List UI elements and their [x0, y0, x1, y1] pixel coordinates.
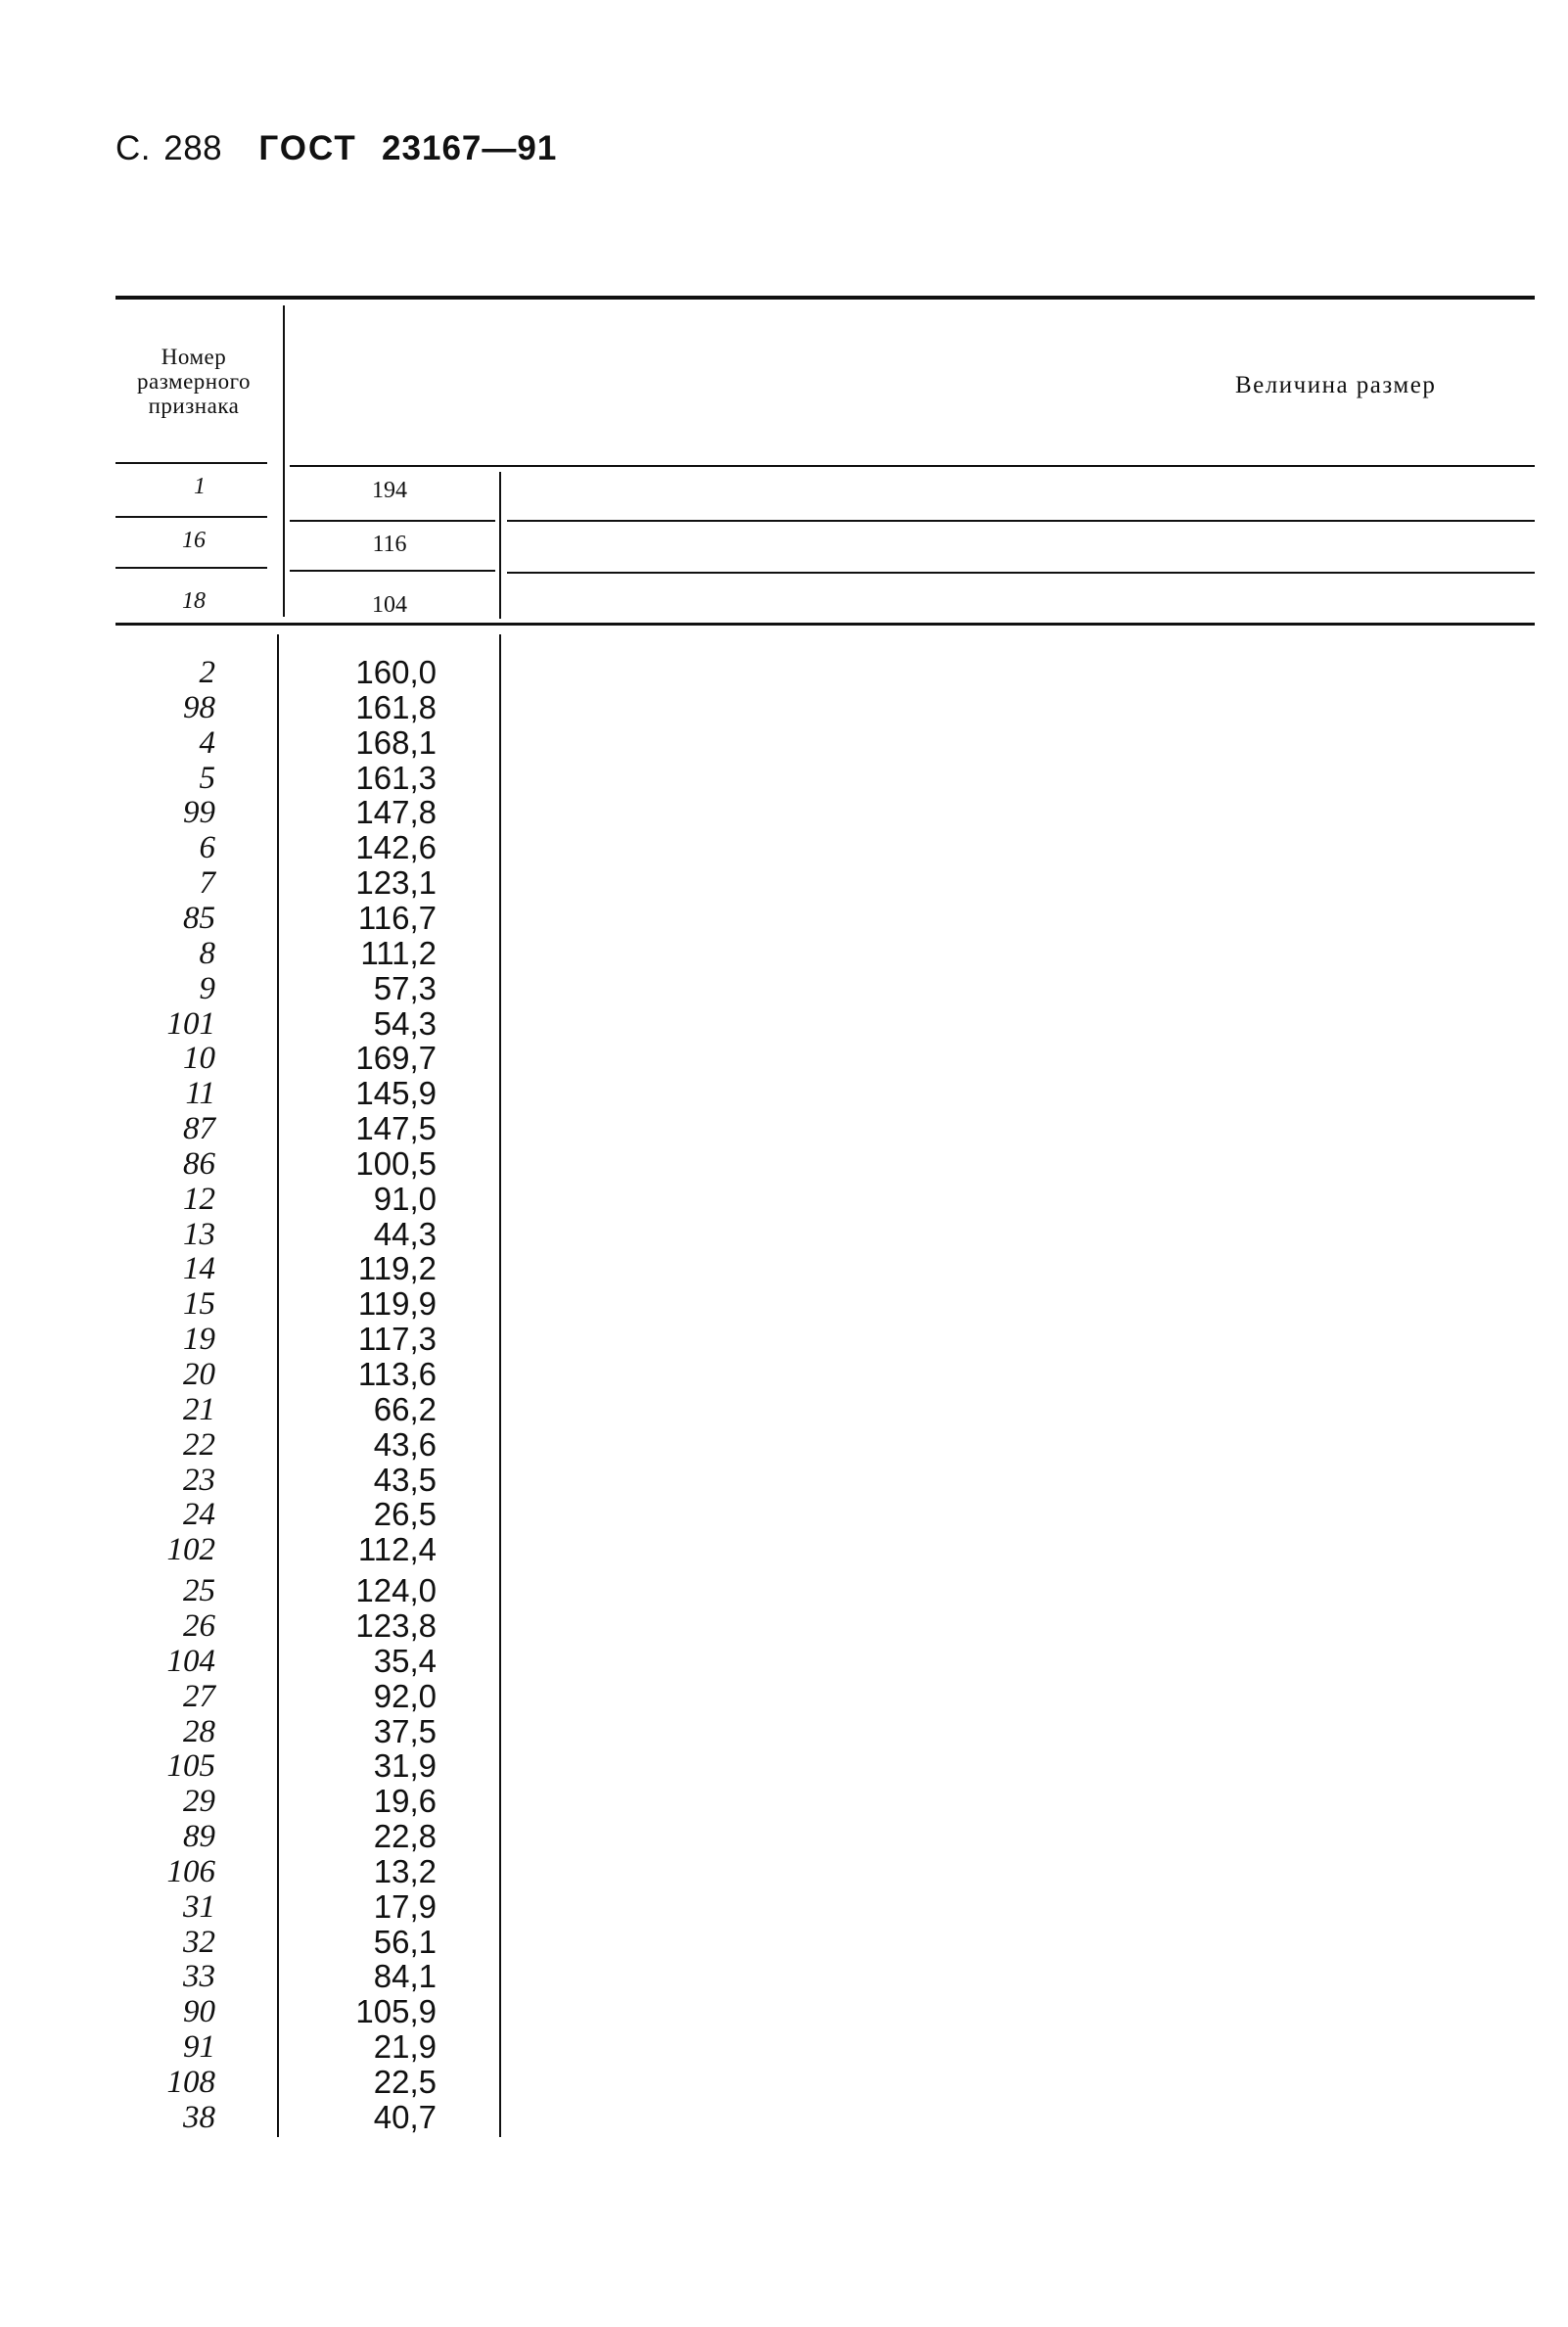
value-header-rule: [290, 465, 1535, 467]
table-row-id: 4: [199, 724, 215, 761]
table-row-id: 106: [166, 1853, 215, 1889]
table-row-id: 29: [183, 1784, 215, 1820]
table-row-value: 142,6: [355, 829, 437, 866]
table-row-value: 84,1: [373, 1958, 437, 1995]
table-row-id: 26: [183, 1607, 215, 1644]
table-row-value: 111,2: [360, 934, 437, 971]
table-row-id: 15: [183, 1286, 215, 1323]
table-row-value: 13,2: [373, 1852, 437, 1889]
data-right-divider: [499, 634, 501, 2137]
table-row-id: 24: [183, 1497, 215, 1533]
table-row-id: 12: [183, 1181, 215, 1217]
top-row-id: 18: [182, 588, 206, 614]
top-row-value: 194: [372, 478, 407, 503]
table-row-id: 85: [183, 900, 215, 936]
table-row-id: 86: [183, 1145, 215, 1182]
table-row-value: 57,3: [373, 969, 437, 1006]
top-rows-mid-rule: [290, 520, 495, 522]
table-row-value: 44,3: [373, 1215, 437, 1252]
top-row-id: 16: [182, 528, 206, 553]
top-rows-right-rule: [507, 520, 1535, 522]
table-row-value: 116,7: [357, 899, 437, 936]
table-row-value: 21,9: [373, 2028, 437, 2066]
column-header-feature-number: Номер размерного признака: [137, 345, 251, 418]
table-row-id: 13: [183, 1216, 215, 1252]
table-row-id: 102: [166, 1532, 215, 1568]
top-row-value: 104: [372, 592, 407, 618]
table-row-value: 160,0: [355, 654, 437, 690]
top-rows-divider: [499, 472, 501, 619]
header-column-divider: [283, 305, 285, 617]
table-row-value: 119,2: [357, 1250, 437, 1287]
table-row-id: 19: [183, 1322, 215, 1358]
table-row-id: 31: [183, 1888, 215, 1925]
top-rows-right-rule: [507, 572, 1535, 574]
table-row-id: 33: [183, 1959, 215, 1995]
table-row-value: 37,5: [373, 1712, 437, 1749]
top-rows-mid-rule: [290, 570, 495, 572]
table-row-id: 11: [185, 1076, 215, 1112]
table-row-value: 168,1: [355, 723, 437, 761]
top-rows-bottom-rule: [115, 623, 1535, 626]
table-row-id: 108: [166, 2065, 215, 2100]
top-row-value: 116: [372, 532, 407, 557]
table-row-value: 43,5: [373, 1461, 437, 1498]
table-row-id: 38: [183, 2099, 215, 2135]
table-row-id: 91: [183, 2029, 215, 2066]
table-row-id: 9: [199, 970, 215, 1006]
table-row-id: 87: [183, 1111, 215, 1147]
table-row-id: 7: [199, 865, 215, 902]
table-row-id: 21: [183, 1391, 215, 1427]
table-row-value: 112,4: [357, 1531, 437, 1568]
table-row-value: 22,8: [373, 1818, 437, 1855]
page-number: 288: [163, 129, 223, 167]
table-row-value: 92,0: [373, 1677, 437, 1714]
table-row-id: 22: [183, 1426, 215, 1463]
table-row-value: 91,0: [373, 1180, 437, 1217]
table-row-id: 14: [183, 1251, 215, 1287]
page-running-head: [115, 129, 557, 168]
table-row-value: 66,2: [373, 1390, 437, 1427]
table-row-id: 5: [199, 760, 215, 796]
table-row-id: 89: [183, 1819, 215, 1855]
table-row-id: 27: [183, 1678, 215, 1714]
standard-label: ГОСТ: [258, 129, 357, 167]
page-prefix: С.: [115, 129, 151, 167]
table-row-id: 2: [199, 655, 215, 690]
table-row-value: 161,3: [355, 759, 437, 796]
table-row-value: 169,7: [355, 1040, 437, 1077]
table-row-value: 124,0: [355, 1572, 437, 1609]
table-row-id: 20: [183, 1357, 215, 1392]
table-row-id: 10: [183, 1041, 215, 1077]
table-row-value: 26,5: [373, 1496, 437, 1533]
column-header-size-value: Величина размер: [1235, 372, 1437, 398]
table-row-value: 145,9: [355, 1075, 437, 1112]
table-row-value: 123,1: [355, 864, 437, 902]
table-row-value: 35,4: [373, 1642, 437, 1679]
table-row-id: 32: [183, 1924, 215, 1960]
top-rows-left-rule: [115, 462, 267, 464]
table-row-id: 8: [199, 935, 215, 971]
table-row-value: 123,8: [355, 1606, 437, 1644]
table-row-value: 113,6: [357, 1356, 437, 1392]
table-row-value: 54,3: [373, 1004, 437, 1042]
table-row-value: 40,7: [373, 2098, 437, 2135]
table-row-value: 19,6: [373, 1783, 437, 1820]
top-rows-left-rule: [115, 567, 267, 569]
table-row-value: 147,8: [355, 794, 437, 831]
table-row-id: 99: [183, 795, 215, 831]
table-row-id: 98: [183, 689, 215, 725]
table-row-value: 117,3: [357, 1321, 437, 1358]
table-row-value: 43,6: [373, 1425, 437, 1463]
standard-code: 23167—91: [382, 129, 558, 167]
table-row-id: 28: [183, 1713, 215, 1749]
table-row-value: 22,5: [373, 2064, 437, 2100]
top-rows-left-rule: [115, 516, 267, 518]
table-row-id: 105: [166, 1748, 215, 1785]
table-row-value: 119,9: [357, 1285, 437, 1323]
table-row-value: 105,9: [355, 1993, 437, 2030]
table-row-value: 56,1: [373, 1923, 437, 1960]
table-row-value: 100,5: [355, 1144, 437, 1182]
table-row-id: 104: [166, 1643, 215, 1679]
table-row-value: 17,9: [373, 1887, 437, 1925]
table-row-value: 31,9: [373, 1747, 437, 1785]
table-row-value: 147,5: [355, 1110, 437, 1147]
table-row-id: 101: [166, 1005, 215, 1042]
table-row-id: 25: [183, 1573, 215, 1609]
data-left-divider: [277, 634, 279, 2137]
table-row-value: 161,8: [355, 688, 437, 725]
top-row-id: 1: [194, 474, 206, 499]
table-top-rule: [115, 296, 1535, 300]
table-row-id: 6: [199, 830, 215, 866]
table-row-id: 23: [183, 1462, 215, 1498]
table-row-id: 90: [183, 1994, 215, 2030]
